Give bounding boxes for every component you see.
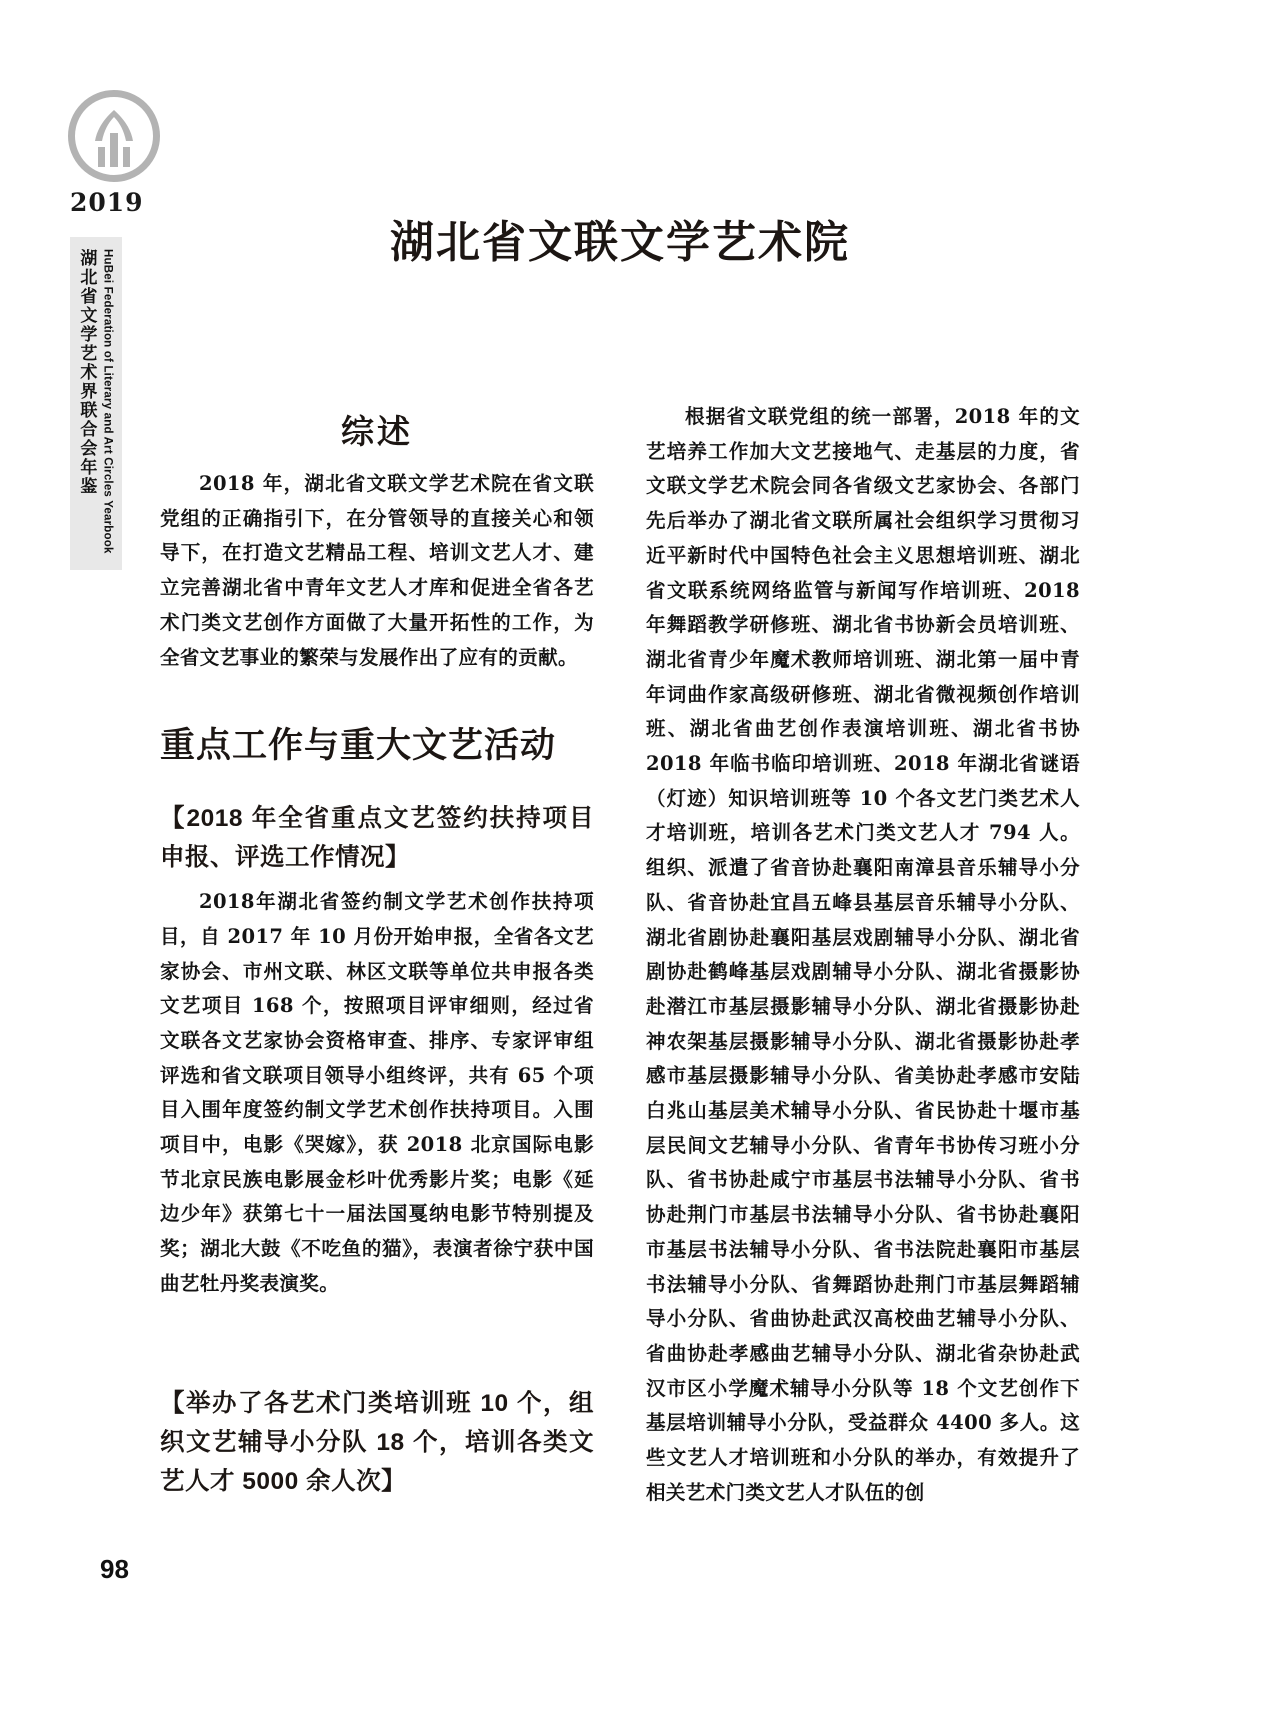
section-heading: 重点工作与重大文艺活动 (160, 726, 557, 766)
section-spacer (160, 1312, 594, 1358)
spine-title-en: HuBei Federation of Literary and Art Circles Yearbook (101, 249, 114, 554)
paragraph-training-detail: 根据省文联党组的统一部署，2018 年的文艺培养工作加大文艺接地气、走基层的力度，省文联文学艺术院会同各省级文艺家协会、各部门先后举办了湖北省文联所属社会组织学习贯彻习近平新时代中国特色社会主义思想培训班、湖北省文联系统网络监管与新闻写作培训班、2018 年舞蹈教学研修班、湖北省书协新会员培训班、湖北省青少年魔术教师培训班、湖北第一届中青年词曲作家高级研修班、湖北省微视频创作培训班、湖北省曲艺创作表演培训班、湖北省书协 2018 年临书临印培训班、2018 年湖北省谜语（灯迹）知识培训班等 10 个各文艺门类艺术人才培训班，培训各艺术门类文艺人才 794 人。组织、派遣了省音协赴襄阳南漳县音乐辅导小分队、省音协赴宜昌五峰县基层音乐辅导小分队、湖北省剧协赴襄阳基层戏剧辅导小分队、湖北省剧协赴鹤峰基层戏剧辅导小分队、湖北省摄影协赴潜江市基层摄影辅导小分队、湖北省摄影协赴神农架基层摄影辅导小分队、湖北省摄影协赴孝感市基层摄影辅导小分队、省美协赴孝感市安陆白兆山基层美术辅导小分队、省民协赴十堰市基层民间文艺辅导小分队、省青年书协传习班小分队、省书协赴咸宁市基层书法辅导小分队、省书协赴荆门市基层书法辅导小分队、省书协赴襄阳市基层书法辅导小分队、省书法院赴襄阳市基层书法辅导小分队、省舞蹈协赴荆门市基层舞蹈辅导小分队、省曲协赴武汉高校曲艺辅导小分队、省曲协赴孝感曲艺辅导小分队、湖北省杂协赴武汉市区小学魔术辅导小分队等 18 个文艺创作下基层培训辅导小分队，受益群众 4400 多人。这些文艺人才培训班和小分队的举办，有效提升了相关艺术门类文艺人才队伍的创 (646, 405, 1080, 1504)
spine-label (70, 237, 122, 570)
hubei-federation-emblem-icon (68, 90, 160, 182)
overview-heading: 综述 (341, 412, 413, 451)
subheading-training-classes: 【举办了各艺术门类培训班 10 个，组织文艺辅导小分队 18 个，培训各类文艺人才 5000 余人次】 (160, 1389, 594, 1495)
subheading-project-申报评选: 【2018 年全省重点文艺签约扶持项目申报、评选工作情况】 (160, 804, 594, 871)
emblem-glyph-icon (86, 107, 142, 169)
yearbook-year: 2019 (70, 188, 144, 217)
spine-title-cn: 湖北省文学艺术界联合会年鉴 (76, 249, 97, 496)
overview-paragraph: 2018 年，湖北省文联文学艺术院在省文联党组的正确指引下，在分管领导的直接关心和领导下，在打造文艺精品工程、培训文艺人才、建立完善湖北省中青年文艺人才库和促进全省各艺术门类文艺创作方面做了大量开拓性的工作，为全省文艺事业的繁荣与发展作出了应有的贡献。 (160, 472, 594, 669)
left-column (160, 400, 594, 1521)
page-title: 湖北省文联文学艺术院 (390, 217, 850, 268)
right-column (646, 400, 1080, 1521)
paragraph-project-review: 2018年湖北省签约制文学艺术创作扶持项目，自 2017 年 10 月份开始申报，全省各文艺家协会、市州文联、林区文联等单位共申报各类文艺项目 168 个，按照项目评审细则，经过省文联各文艺家协会资格审查、排序、专家评审组评选和省文联项目领导小组终评，共有 65 个项目入围年度签约制文学艺术创作扶持项目。入围项目中，电影《哭嫁》，获 2018 北京国际电影节北京民族电影展金杉叶优秀影片奖；电影《延边少年》获第七十一届法国戛纳电影节特别提及奖；湖北大鼓《不吃鱼的猫》，表演者徐宁获中国曲艺牡丹奖表演奖。 (160, 890, 594, 1295)
body-columns (160, 400, 1080, 1521)
page-number: 98 (100, 1554, 129, 1584)
